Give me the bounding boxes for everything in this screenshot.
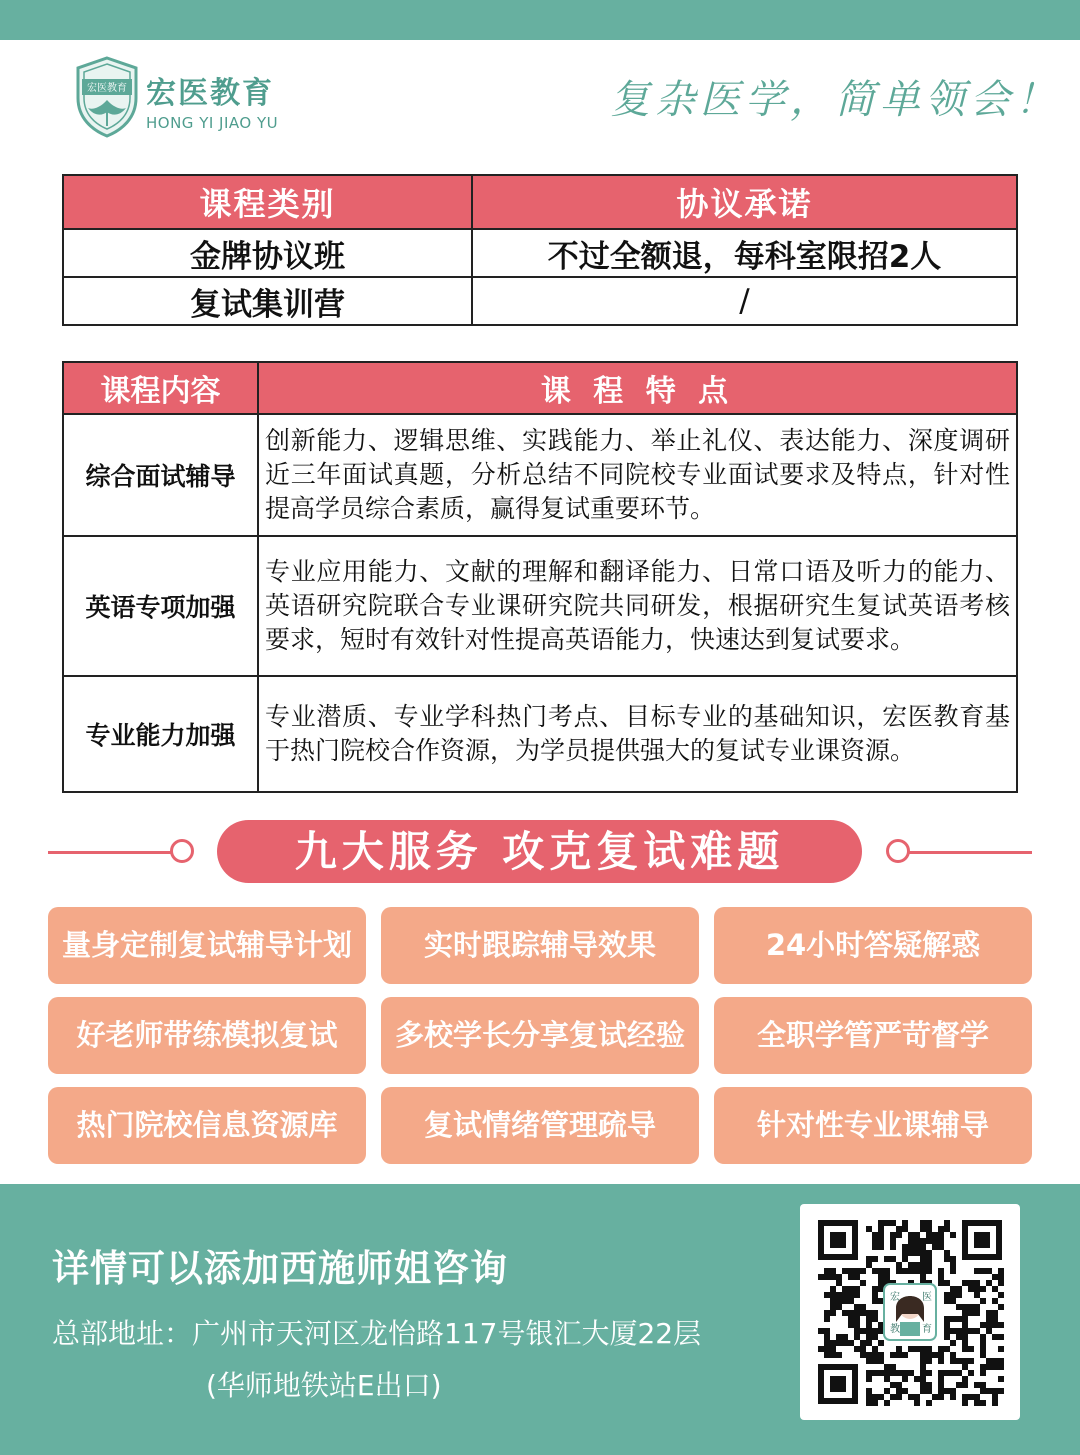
course-name: 综合面试辅导: [63, 414, 258, 536]
brand-pinyin: HONG YI JIAO YU: [146, 114, 279, 132]
service-item: 实时跟踪辅导效果: [381, 907, 699, 984]
table-row: [63, 277, 1017, 325]
circle-ornament-right: [886, 839, 910, 863]
course-description: 专业潜质、专业学科热门考点、目标专业的基础知识，宏医教育基于热门院校合作资源，为学员提供强大的复试专业课资源。: [258, 676, 1017, 792]
brand-logo: [74, 56, 284, 140]
circle-ornament-left: [170, 839, 194, 863]
service-item: 全职学管严苛督学: [714, 997, 1032, 1074]
service-item: 复试情绪管理疏导: [381, 1087, 699, 1164]
svg-text:医: 医: [922, 1292, 932, 1303]
slogan: 复杂医学，简单领会！: [610, 77, 1060, 123]
contact-headline: 详情可以添加西施师姐咨询: [52, 1247, 508, 1290]
table-header-row: [63, 175, 1017, 229]
service-item: 多校学长分享复试经验: [381, 997, 699, 1074]
course-name: 专业能力加强: [63, 676, 258, 792]
course-description: 专业应用能力、文献的理解和翻译能力、日常口语及听力的能力、英语研究院联合专业课研究院共同研发，根据研究生复试英语考核要求，短时有效针对性提高英语能力，快速达到复试要求。: [258, 536, 1017, 676]
divider-left: [48, 851, 172, 854]
service-item: 热门院校信息资源库: [48, 1087, 366, 1164]
table-row: [63, 414, 1017, 536]
table-row: [63, 229, 1017, 277]
shield-logo-icon: [74, 56, 140, 138]
table-row: [63, 536, 1017, 676]
course-category: 复试集训营: [63, 277, 472, 325]
course-name: 英语专项加强: [63, 536, 258, 676]
column-header: 课 程 特 点: [258, 362, 1017, 414]
agreement-promise: /: [472, 277, 1017, 325]
course-description: 创新能力、逻辑思维、实践能力、举止礼仪、表达能力、深度调研近三年面试真题，分析总结不同院校专业面试要求及特点，针对性提高学员综合素质，赢得复试重要环节。: [258, 414, 1017, 536]
service-item: 量身定制复试辅导计划: [48, 907, 366, 984]
svg-text:育: 育: [922, 1324, 932, 1335]
column-header: 课程内容: [63, 362, 258, 414]
qr-code[interactable]: [800, 1204, 1020, 1420]
column-header: 协议承诺: [472, 175, 1017, 229]
course-category: 金牌协议班: [63, 229, 472, 277]
divider-right: [908, 851, 1032, 854]
footer: [0, 1184, 1080, 1455]
table-header-row: [63, 362, 1017, 414]
services-grid: [48, 907, 1032, 1164]
column-header: 课程类别: [63, 175, 472, 229]
qr-code-icon: [800, 1204, 1020, 1420]
brand-name: 宏医教育: [146, 76, 274, 111]
address-note: (华师地铁站E出口): [206, 1369, 442, 1402]
agreement-table: [62, 174, 1018, 326]
top-banner: [0, 0, 1080, 40]
service-item: 针对性专业课辅导: [714, 1087, 1032, 1164]
svg-text:宏医教育: 宏医教育: [87, 83, 127, 94]
services-title: 九大服务 攻克复试难题: [217, 820, 862, 883]
table-row: [63, 676, 1017, 792]
agreement-promise: 不过全额退，每科室限招2人: [472, 229, 1017, 277]
service-item: 好老师带练模拟复试: [48, 997, 366, 1074]
headquarters-address: 总部地址：广州市天河区龙怡路117号银汇大厦22层: [52, 1317, 702, 1350]
svg-text:教: 教: [890, 1324, 900, 1335]
course-content-table: [62, 361, 1018, 793]
service-item: 24小时答疑解惑: [714, 907, 1032, 984]
svg-text:宏: 宏: [890, 1292, 900, 1303]
